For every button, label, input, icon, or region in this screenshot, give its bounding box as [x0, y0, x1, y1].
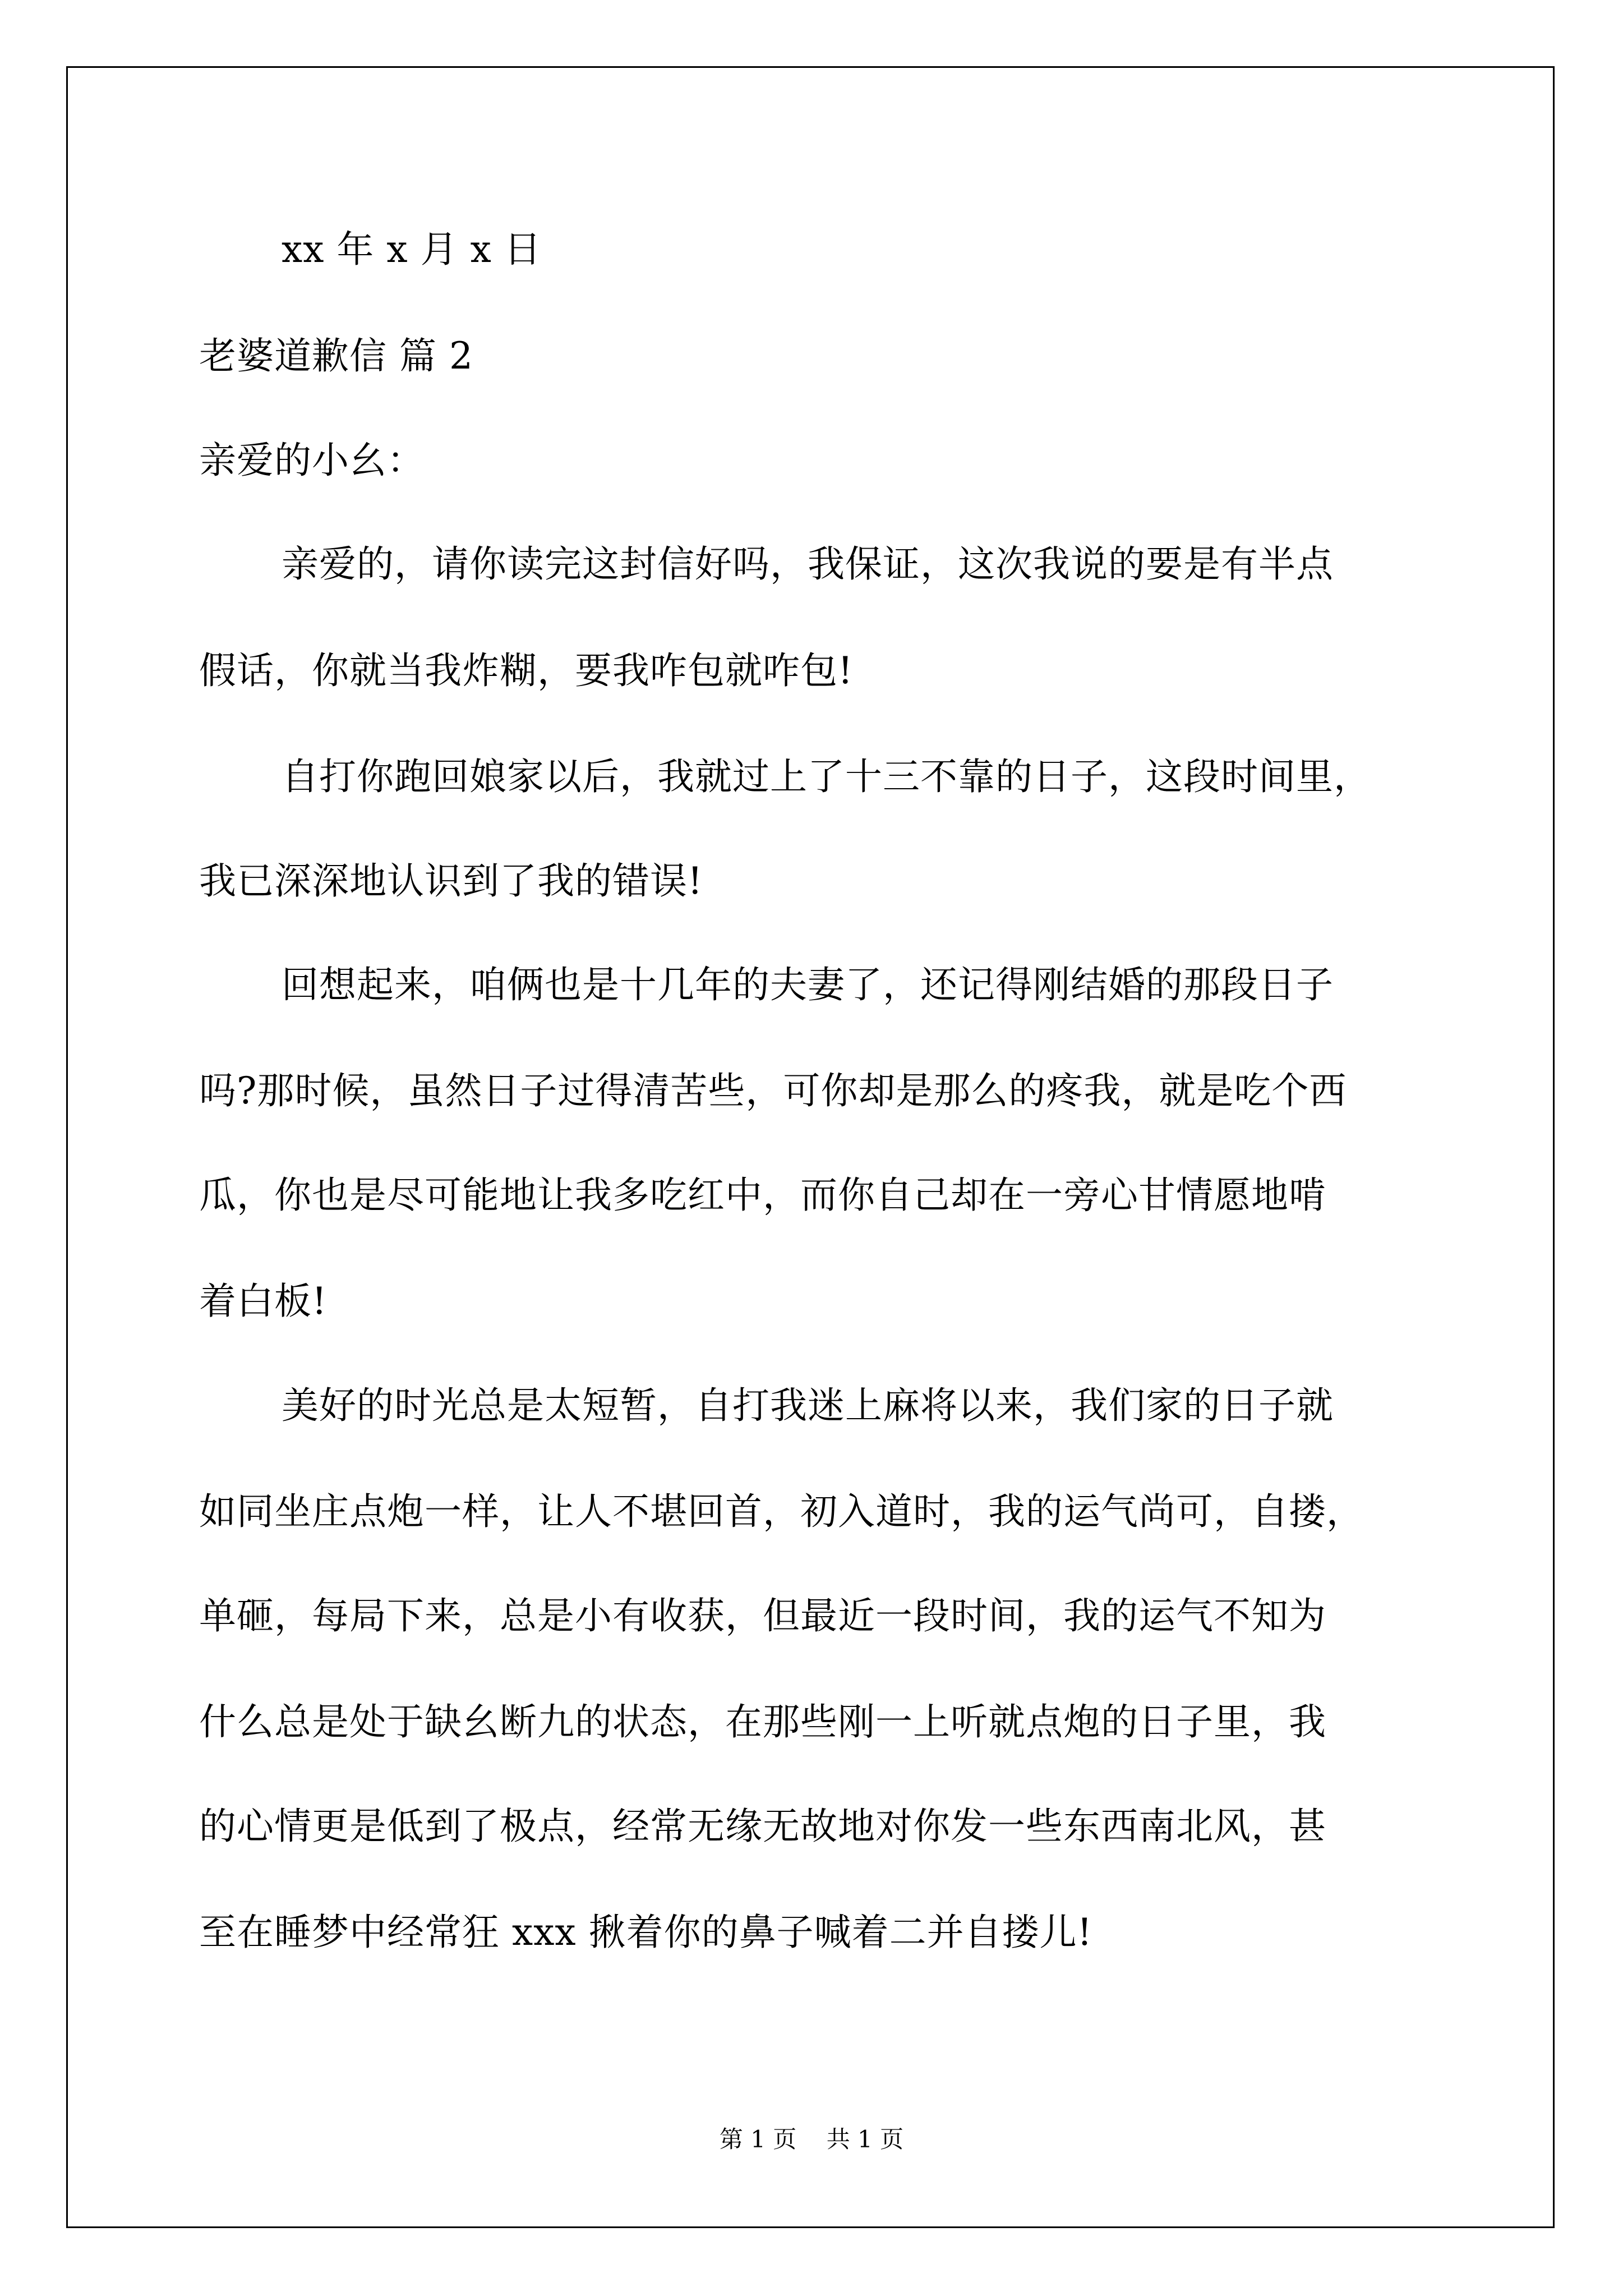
paragraph-2-line-1: 自打你跑回娘家以后，我就过上了十三不靠的日子，这段时间里，	[282, 755, 1371, 798]
paragraph-3-line-2: 吗?那时候，虽然日子过得清苦些，可你却是那么的疼我，就是吃个西	[199, 1069, 1347, 1112]
salutation: 亲爱的小幺：	[199, 439, 425, 482]
paragraph-4-line-1: 美好的时光总是太短暂，自打我迷上麻将以来，我们家的日子就	[282, 1384, 1334, 1427]
section-title: 老婆道歉信 篇 2	[199, 334, 473, 378]
page-border	[66, 66, 1555, 2228]
page-footer: 第 1 页 共 1 页	[719, 2125, 904, 2153]
paragraph-2-line-2: 我已深深地认识到了我的错误!	[199, 859, 703, 903]
date-line: xx 年 x 月 x 日	[282, 228, 542, 271]
paragraph-4-line-6: 至在睡梦中经常狂 xxx 揪着你的鼻子喊着二并自搂儿!	[199, 1911, 1093, 1954]
paragraph-3-line-3: 瓜，你也是尽可能地让我多吃红中，而你自己却在一旁心甘情愿地啃	[199, 1174, 1326, 1217]
paragraph-4-line-2: 如同坐庄点炮一样，让人不堪回首，初入道时，我的运气尚可，自搂，	[199, 1490, 1364, 1533]
paragraph-4-line-4: 什么总是处于缺幺断九的状态，在那些刚一上听就点炮的日子里，我	[199, 1700, 1326, 1743]
paragraph-4-line-3: 单砸，每局下来，总是小有收获，但最近一段时间，我的运气不知为	[199, 1594, 1326, 1637]
paragraph-4-line-5: 的心情更是低到了极点，经常无缘无故地对你发一些东西南北风，甚	[199, 1805, 1326, 1848]
paragraph-3-line-4: 着白板!	[199, 1280, 328, 1323]
paragraph-1-line-2: 假话，你就当我炸糊，要我咋包就咋包!	[199, 649, 854, 692]
paragraph-1-line-1: 亲爱的，请你读完这封信好吗，我保证，这次我说的要是有半点	[282, 542, 1334, 586]
paragraph-3-line-1: 回想起来，咱俩也是十几年的夫妻了，还记得刚结婚的那段日子	[282, 963, 1334, 1006]
